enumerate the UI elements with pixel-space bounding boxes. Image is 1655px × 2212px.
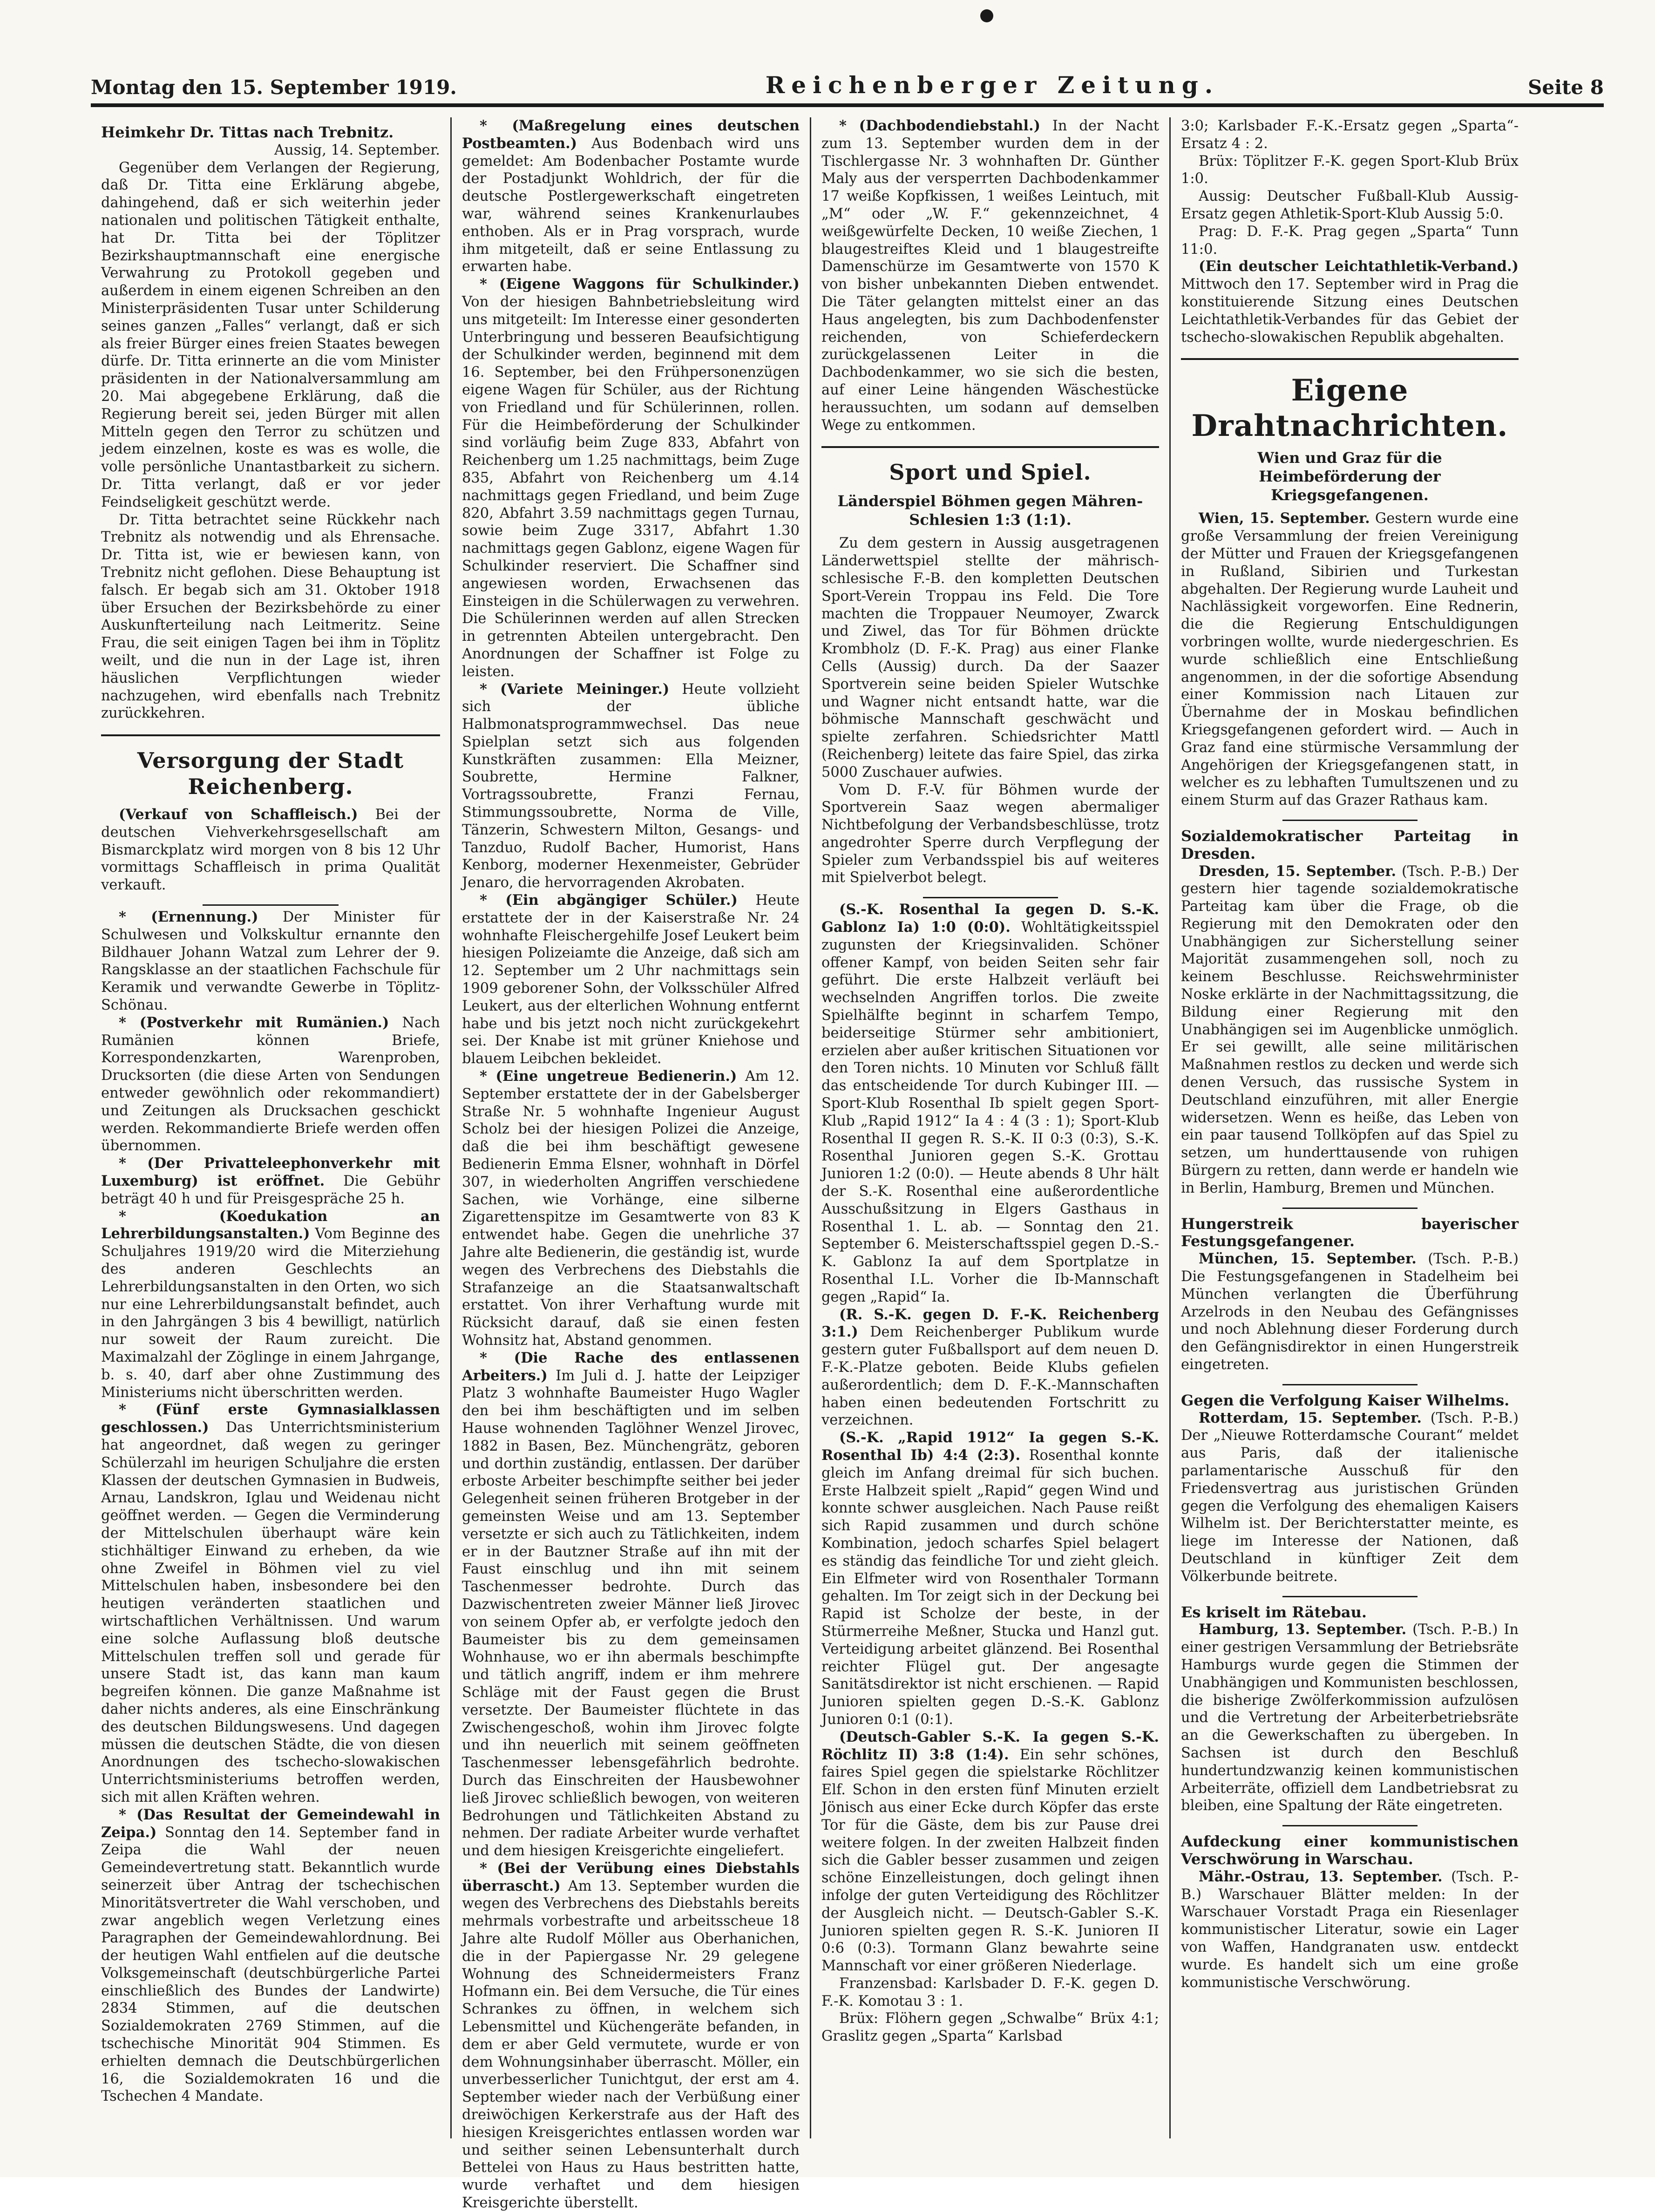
news-item bbox=[101, 1014, 440, 1155]
item-text: Die Gebühr beträgt 40 h und für Preisgespräche 25 h. bbox=[101, 1173, 440, 1207]
sub-heading: Wien und Graz für die Heimbeförderung der Kriegsgefangenen. bbox=[1257, 449, 1442, 504]
wire-text: In einer gestrigen Versammlung der Betriebsräte Hamburgs wurde gegen die Stimmen der Unabhängigen und Kommunisten beschlossen, die bisherige Zwölferkommission aufzulösen und die Vertretung der Arbeiterbetriebsräte an die Gewerkschaften zu übergeben. In Sachsen ist durch den Beschluß hundertundzwanzig keinen kommunistischen Arbeiterräte, offiziell dem Landbetriebsrat zu bleiben, eine Spaltung der Räte eingetreten. bbox=[1181, 1622, 1519, 1814]
dateline: Aussig, 14. September. bbox=[274, 142, 440, 158]
article-title: Gegen die Verfolgung Kaiser Wilhelms. bbox=[1181, 1391, 1510, 1409]
item-text: Am 13. September wurden die wegen des Verbrechens des Diebstahls bereits mehrmals vorbestrafte und arbeitsscheue 18 Jahre alte Rudolf Möller aus Oberhanichen, die in der Papiergasse Nr. 29 gelegene Wohnung des Schneidermeisters Franz Hofmann ein. Bei dem Versuche, die Tür eines Schrankes zu öffnen, in welchem sich Lebensmittel und Küchengeräte befanden, in dem er aber Geld vermutete, wurde er von dem Wohnungsinhaber überrascht. Möller, ein unverbesserlicher Tunichtgut, der erst am 4. September wieder nach der Verbüßung einer dreiwöchigen Kerkerstrafe aus der Haft des hiesigen Kreisgerichtes entlassen worden war und seither seinen Lebensunterhalt durch Bettelei von Haus zu Haus bestritten hatte, wurde verhaftet und dem hiesigen Kreisgerichte überstellt. bbox=[462, 1878, 800, 2212]
item-text: Das Unterrichtsministerium hat angeordnet, daß wegen zu geringer Schülerzahl im heurigen Schuljahre die ersten Klassen der deutschen Gymnasien in Budweis, Arnau, Landskron, Iglau und Weidenau nicht geöffnet werden. — Gegen die Verminderung der Mittelschulen überhaupt wäre kein stichhältiger Einwand zu erheben, da wie ohne Zweifel in Böhmen viel zu viel Mittelschulen haben, insbesondere bei den heutigen veränderten staatlichen und wirtschaftlichen Verhältnissen. Und warum eine solche Auflassung bloß deutsche Mittelschulen treffen soll und gerade für unsere Stadt ist, das kann man kaum begreifen können. Die ganze Maßnahme ist daher nichts anderes, als eine Einschränkung des deutschen Bildungswesens. Und dagegen müssen die deutschen Städte, die von diesen Anordnungen des tschecho-slowakischen Unterrichtsministeriums betroffen werden, sich mit allen Kräften wehren. bbox=[101, 1419, 440, 1805]
wire-text: Gestern wurde eine große Versammlung der freien Vereinigung der Mütter und Frauen der Kriegsgefangenen in Rußland, Sibirien und Turkestan abgehalten. Der Regierung wurde Lauheit und Nachlässigkeit vorgeworfen. Eine Rednerin, die die Regierung Entschuldigungen vorbringen wollte, wurde niedergeschrien. Es wurde schließlich eine Entschließung angenommen, in der die sofortige Absendung einer Kommission nach Litauen zur Übernahme der in Moskau befindlichen Kriegsgefangenen gefordert wird. — Auch in Graz fand eine stürmische Versammlung der Angehörigen der Kriegsgefangenen statt, in welcher es zu lebhaften Tumultszenen und zu einem Sturm auf das Grazer Rathaus kam. bbox=[1181, 510, 1519, 809]
match-result: Brüx: Töplitzer F.-K. gegen Sport-Klub Brüx 1:0. bbox=[1181, 153, 1519, 187]
match-report bbox=[821, 1429, 1159, 1729]
item-text: Vom Beginne des Schuljahres 1919/20 wird die Miterziehung des anderen Geschlechts an Lehrerbildungsanstalten in den Orten, wo sich nur eine Lehrerbildungsanstalt befindet, auch in den Jahrgängen 3 bis 4 bewilligt, natürlich nur soweit der Raum zureicht. Die Maximalzahl der Zöglinge in einem Jahrgange, b. s. 40, darf aber ohne Zustimmung des Ministeriums nicht überschritten werden. bbox=[101, 1226, 440, 1401]
article-title: Heimkehr Dr. Tittas nach Trebnitz. bbox=[101, 123, 394, 141]
match-report bbox=[821, 1729, 1159, 1975]
section-heading: Versorgung der Stadt Reichenberg. bbox=[137, 748, 404, 800]
divider bbox=[923, 897, 1058, 898]
item-lead: * (Der Privatteleephonverkehr mit Luxemburg) ist eröffnet. bbox=[101, 1155, 440, 1190]
wire-report bbox=[1181, 1410, 1519, 1586]
dateline: Mähr.-Ostrau, 13. September. bbox=[1199, 1868, 1443, 1885]
item-lead: * (Die Rache des entlassenen Arbeiters.) bbox=[462, 1349, 800, 1384]
column-2 bbox=[450, 117, 810, 2212]
ink-dot bbox=[980, 9, 993, 22]
match-result: Franzensbad: Karlsbader D. F.-K. gegen D. F.-K. Komotau 3 : 1. bbox=[821, 1975, 1159, 2009]
wire-report bbox=[1181, 1868, 1519, 1992]
text-columns bbox=[91, 117, 1604, 2212]
match-result: Aussig: Deutscher Fußball-Klub Aussig-Ersatz gegen Athletik-Sport-Klub Aussig 5:0. bbox=[1181, 188, 1519, 222]
item-lead: * (Koedukation an Lehrerbildungsanstalten.) bbox=[101, 1208, 440, 1242]
article-title: Sozialdemokratischer Parteitag in Dresden. bbox=[1181, 827, 1519, 862]
wire-text: Der „Nieuwe Rotterdamsche Courant“ meldet aus Paris, daß der italienische parlamentarische Ausschuß für den Friedensvertrag aus juristischen Gründen gegen die Verfolgung des ehemaligen Kaisers Wilhelm ist. Der Berichterstatter meinte, es liege im Interesse der Nationen, daß Deutschland in künftiger Zeit dem Völkerbunde beitrete. bbox=[1181, 1427, 1519, 1585]
match-report bbox=[821, 901, 1159, 1306]
page-number: Seite 8 bbox=[1528, 76, 1604, 99]
item-lead: * (Variete Meininger.) bbox=[480, 680, 670, 698]
news-item bbox=[101, 1208, 440, 1402]
wire-source: (Tsch. P.-B.) bbox=[1430, 1410, 1519, 1426]
running-header bbox=[91, 70, 1604, 107]
item-lead: * (Postverkehr mit Rumänien.) bbox=[119, 1014, 389, 1031]
dateline: Wien, 15. September. bbox=[1199, 510, 1370, 527]
news-item bbox=[1181, 258, 1519, 346]
match-text: Rosenthal konnte gleich im Anfang dreimal für sich buchen. Erste Halbzeit spielt „Rapid“ gegen Wind und konnte schwer ausgleichen. Nach Pause reißt sich Rapid zusammen und durch schöne Kombination, jedoch scharfes Spiel belagert es ständig das feindliche Tor und zieht gleich. Ein Elfmeter wird von Rosenthaler Tormann gehalten. Im Tor zeigt sich in der Deckung bei Rapid ist Scholze der beste, in der Stürmerreihe Meßner, Stucka und Hanzl gut. Verteidigung arbeitet glänzend. Bei Rosenthal reichter Flügel gut. Der angesagte Sanitätsdirektor ist nicht erschienen. — Rapid Junioren spielten gegen D.-S.-K. Gablonz Junioren 0:1 (0:1). bbox=[821, 1447, 1159, 1728]
item-lead: * (Bei der Verübung eines Diebstahls überrascht.) bbox=[462, 1859, 800, 1894]
wire-text: Der gestern hier tagende sozialdemokratische Parteitag kam über die Frage, ob die Regierung mit den Demokraten oder den Unabhängigen zur Sicherstellung seiner Majorität zusammengehen soll, noch zu keinem Beschlusse. Reichswehrminister Noske erklärte in der Nachmittagssitzung, die Bildung einer Regierung mit den Unabhängigen sei im Augenblicke unmöglich. Er sei gewillt, alle seine militärischen Maßnahmen restlos zu decken und werde sich denen Versuch, das russische System in Deutschland einzuführen, mit aller Energie widersetzen. Wenn es heiße, das Leben von ein paar tausend Tollköpfen auf das Spiel zu setzen, um hunderttausende von ruhigen Bürgern zu retten, dann werde er handeln wie in Berlin, Hamburg, Bremen und München. bbox=[1181, 863, 1519, 1196]
item-lead: * (Eine ungetreue Bedienerin.) bbox=[480, 1068, 737, 1085]
article-title: Es kriselt im Rätebau. bbox=[1181, 1603, 1367, 1621]
wire-report bbox=[1181, 1250, 1519, 1374]
wire-text: Die Festungsgefangenen in Stadelheim bei München verlangten die Überführung Arzelrods in den Neubau des Gefängnisses und noch Ablehnung dieser Forderung durch den Gefängnisdirektor in einen Hungerstreik eingetreten. bbox=[1181, 1269, 1519, 1373]
wire-report bbox=[1181, 863, 1519, 1197]
divider bbox=[203, 904, 338, 906]
item-lead: * (Fünf erste Gymnasialklassen geschlossen.) bbox=[101, 1401, 440, 1436]
match-lead: (R. S.-K. gegen D. F.-K. Reichenberg 3:1.) bbox=[821, 1306, 1159, 1341]
news-item bbox=[101, 909, 440, 1014]
item-text: Nach Rumänien können Briefe, Korrespondenzkarten, Warenproben, Drucksorten (die diese Arten von Sendungen entweder gewöhnlich oder rekommandiert) und Zeitungen als Drucksachen geschickt werden. Rekommandierte Briefe werden offen übernommen. bbox=[101, 1014, 441, 1154]
match-lead: (Deutsch-Gabler S.-K. Ia gegen S.-K. Röchlitz II) 3:8 (1:4). bbox=[821, 1728, 1159, 1763]
match-text: Ein sehr schönes, faires Spiel gegen die spielstarke Röchlitzer Elf. Schon in den ersten fünf Minuten erzielt Jönisch aus einer Ecke durch Köpfer das erste Tor für die Gäste, dem bis zur Pause drei weitere folgen. In der zweiten Halbzeit finden sich die Gabler besser zusammen und zeigen schöne Einzelleistungen, doch gelingt ihnen infolge der guten Verteidigung des Röchlitzer der Ausgleich nicht. — Deutsch-Gabler S.-K. Junioren spielten gegen R. S.-K. Junioren II 0:6 (0:3). Tormann Glanz bewahrte seine Mannschaft vor einer größeren Niederlage. bbox=[821, 1746, 1159, 1975]
item-lead: * (Ernennung.) bbox=[119, 909, 258, 926]
dateline: München, 15. September. bbox=[1199, 1250, 1417, 1268]
wire-source: (Tsch. P.-B.) bbox=[1181, 1868, 1519, 1903]
column-1 bbox=[91, 117, 450, 2138]
news-item bbox=[101, 1155, 440, 1208]
header-date: Montag den 15. September 1919. bbox=[91, 76, 457, 99]
item-text: Aus Bodenbach wird uns gemeldet: Am Bodenbacher Postamte wurde der Postadjunkt Wohldrich, der für die deutsche Postlergewerkschaft eingetreten war, während seines Krankenurlaubes enthoben. Als er in Prag vorsprach, wurde ihm mitgeteilt, daß er seine Entlassung zu erwarten habe. bbox=[462, 135, 800, 275]
item-text: Am 12. September erstattete der in der Gabelsberger Straße Nr. 5 wohnhafte Ingenieur August Scholz bei der hiesigen Polizei die Anzeige, daß die bei ihm beschäftigt gewesene Bedienerin Emma Elsner, wohnhaft in Dörfel 307, in wiederholten Angriffen verschiedene Sachen, wie Vorhänge, eine silberne Zigarettenspitze im Gesamtwerte von 83 K entwendet habe. Gegen die unehrliche 37 Jahre alte Bedienerin, die geständig ist, wurde wegen des Verbrechens des Diebstahls die Strafanzeige an die Staatsanwaltschaft erstattet. Von ihrer Verhaftung wurde mit Rücksicht darauf, daß sie einen festen Wohnsitz hat, Abstand genommen. bbox=[462, 1068, 800, 1349]
match-report bbox=[821, 1306, 1159, 1430]
column-4 bbox=[1169, 117, 1529, 2138]
divider bbox=[1282, 1384, 1418, 1385]
news-item bbox=[101, 1806, 440, 2106]
section-heading: Eigene Drahtnachrichten. bbox=[1191, 373, 1508, 444]
article-paragraph: Gegenüber dem Verlangen der Regierung, daß Dr. Titta eine Erklärung abgebe, dahingehend, daß er sich weiterhin jeder nationalen und politischen Tätigkeit enthalte, hat Dr. Titta bei der Töplitzer Bezirkshauptmannschaft eine energische Verwahrung zu Protokoll gegeben und außerdem in einem eigenen Schreiben an den Ministerpräsidenten Tusar unter Schilderung seines ganzen „Falles“ verlangt, daß er sich als freier Bürger eines freien Staates bewegen dürfe. Dr. Titta erinnerte an die vom Minister präsidenten in der Nationalversammlung am 20. Mai abgegebene Erklärung, daß die Regierung bereit sei, jeden Bürger mit allen Mitteln gegen den Terror zu schützen und jedem einzelnen, koste es was es wolle, die volle persönliche Unantastbarkeit zu sichern. Dr. Titta verlangt, daß er vor jeder Feindseligkeit geschützt werde. bbox=[101, 159, 440, 510]
match-text: Dem Reichenberger Publikum wurde gestern guter Fußballsport auf dem neuen D. F.-K.-Platze geboten. Beide Klubs gefielen außerordentlich; dem D. F.-K.-Mannschaften haben einen bedeutenden Fortschritt zu verzeichnen. bbox=[821, 1324, 1159, 1429]
match-lead: (S.-K. Rosenthal Ia gegen D. S.-K. Gablonz Ia) 1:0 (0:0). bbox=[821, 901, 1159, 936]
news-item bbox=[462, 1068, 800, 1350]
match-result: Prag: D. F.-K. Prag gegen „Sparta“ Tunn 11:0. bbox=[1181, 223, 1519, 258]
item-text: Heute erstattete der in der Kaiserstraße Nr. 24 wohnhafte Fleischergehilfe Josef Leukert beim hiesigen Polizeiamte die Anzeige, daß sich am 12. September um 2 Uhr nachmittags sein 1909 geborener Sohn, der Volksschüler Alfred Leukert, aus der elterlichen Wohnung entfernt habe und bis jetzt noch nicht zurückgekehrt sei. Der Knabe ist mit grüner Kniehose und blauem Leibchen bekleidet. bbox=[462, 892, 800, 1067]
item-lead: * (Ein abgängiger Schüler.) bbox=[480, 892, 738, 909]
item-text: Der Minister für Schulwesen und Volkskultur ernannte den Bildhauer Johann Watzal zum Lehrer der 9. Rangsklasse an der staatlichen Fachschule für Keramik und verwandte Gewerbe in Töplitz-Schönau. bbox=[101, 909, 440, 1014]
news-item bbox=[462, 117, 800, 276]
section-rule bbox=[101, 734, 440, 736]
dateline: Hamburg, 13. September. bbox=[1199, 1621, 1407, 1638]
article-title: Hungerstreik bayerischer Festungsgefangener. bbox=[1181, 1215, 1519, 1250]
article-title: Aufdeckung einer kommunistischen Verschwörung in Warschau. bbox=[1181, 1832, 1519, 1868]
sport-report: Zu dem gestern in Aussig ausgetragenen Länderwettspiel stellte der mährisch-schlesische F.-B. den kompletten Deutschen Sport-Verein Troppau ins Feld. Die Tore machten die Troppauer Neumoyer, Zwarck und Ziwel, das Tor für Böhmen drückte Krombholz (D. F.-K. Prag) aus einer Flanke Cells (Aussig) durch. Da der Saazer Sportverein seine beiden Spieler Wutschke und Wagner nicht entsandt hatte, war die böhmische Mannschaft geschwächt und spielte zerfahren. Schiedsrichter Mattl (Reichenberg) leitete das faire Spiel, das zirka 5000 Zuschauer aufwies. bbox=[821, 535, 1159, 780]
match-result: 3:0; Karlsbader F.-K.-Ersatz gegen „Sparta“-Ersatz 4 : 2. bbox=[1181, 118, 1519, 152]
news-item bbox=[101, 806, 440, 894]
match-result: Brüx: Flöhern gegen „Schwalbe“ Brüx 4:1; Graslitz gegen „Sparta“ Karlsbad bbox=[821, 2010, 1159, 2045]
divider bbox=[1282, 1208, 1418, 1209]
news-item bbox=[821, 117, 1159, 434]
item-lead: * (Maßregelung eines deutschen Postbeamten.) bbox=[462, 117, 800, 152]
item-lead: * (Das Resultat der Gemeindewahl in Zeipa.) bbox=[101, 1806, 440, 1841]
item-lead: (Ein deutscher Leichtathletik-Verband.) bbox=[1199, 258, 1519, 275]
section-heading: Sport und Spiel. bbox=[889, 460, 1092, 485]
news-item bbox=[462, 1350, 800, 1860]
article-paragraph: Dr. Titta betrachtet seine Rückkehr nach Trebnitz als notwendig und als Ehrensache. Dr. Titta ist, wie er bewiesen kann, von Trebnitz nicht geflohen. Diese Behauptung ist falsch. Er begab sich am 31. Oktober 1918 über Ersuchen der Bezirksbehörde zu einer Auskunfterteilung nach Leitmeritz. Seine Frau, die seit einigen Tagen bei ihm in Töplitz weilt, und die nun in der Lage ist, ihren häuslichen Verpflichtungen wieder nachzugehen, wird ebenfalls nach Trebnitz zurückkehren. bbox=[101, 511, 440, 722]
dateline: Rotterdam, 15. September. bbox=[1199, 1409, 1422, 1426]
item-text: Bei der deutschen Viehverkehrsgesellschaft am Bismarckplatz wird morgen von 8 bis 12 Uhr vormittags Schaffleisch in prima Qualität verkauft. bbox=[101, 807, 440, 894]
dateline: Dresden, 15. September. bbox=[1199, 862, 1397, 880]
wire-text: Warschauer Blätter melden: In der Warschauer Vorstadt Praga ein Riesenlager kommunistischer Literatur, sowie ein Lager von Waffen, Handgranaten usw. entdeckt wurde. Es handelt sich um eine große kommunistische Verschwörung. bbox=[1181, 1886, 1519, 1991]
wire-report bbox=[1181, 1621, 1519, 1815]
masthead-title: Reichenberger Zeitung. bbox=[765, 71, 1220, 99]
match-text: Wohltätigkeitsspiel zugunsten der Kriegsinvaliden. Schöner offener Kampf, von beiden Seiten sehr fair geführt. Die erste Halbzeit verläuft bei wechselnden Angriffen torlos. Die zweite Spielhälfte beginnt in scharfem Tempo, beiderseitige Stürmer sehr ambitioniert, erzielen aber außer kritischen Situationen vor den Toren nichts. 10 Minuten vor Schluß fällt das entscheidende Tor durch Kubinger III. — Sport-Klub Rosenthal Ib spielt gegen Sport-Klub „Rapid 1912“ Ia 4 : 4 (3 : 1); Sport-Klub Rosenthal II gegen R. S.-K. II 0:3 (0:3), S.-K. Rosenthal Junioren gegen S.-K. Grottau Junioren 1:2 (0:0). — Heute abends 8 Uhr hält der S.-K. Rosenthal eine außerordentliche Ausschußsitzung in Elgers Gasthaus in Rosenthal 1. L. ab. — Sonntag den 21. September 6. Meisterschaftsspiel gegen D.-S.-K. Gablonz Ia auf dem Sportplatze in Rosenthal I.L. Vorher die Ib-Mannschaft gegen „Rapid“ Ia. bbox=[821, 919, 1159, 1305]
news-item bbox=[462, 892, 800, 1068]
section-rule bbox=[1181, 358, 1519, 360]
item-lead: * (Eigene Waggons für Schulkinder.) bbox=[480, 276, 800, 293]
divider bbox=[1282, 1825, 1418, 1826]
news-item bbox=[101, 1401, 440, 1806]
item-lead: (Verkauf von Schaffleisch.) bbox=[119, 806, 358, 823]
news-item bbox=[462, 681, 800, 892]
column-3 bbox=[810, 117, 1169, 2138]
item-text: Heute vollzieht sich der übliche Halbmonatsprogrammwechsel. Das neue Spielplan setzt sich aus folgenden Kunstkräften zusammen: Ella Meizner, Soubrette, Hermine Falkner, Vortragssoubrette, Franzi Fernau, Stimmungssoubrette, Norma de Ville, Tänzerin, Schwestern Milton, Gesangs- und Tanzduo, Rudolf Bacher, Humorist, Hans Kenborg, moderner Hexenmeister, Gebrüder Jenaro, die hervorragenden Akrobaten. bbox=[462, 681, 800, 891]
news-item bbox=[462, 1860, 800, 2212]
item-text: Sonntag den 14. September fand in Zeipa die Wahl der neuen Gemeindevertretung statt. Bekanntlich wurde seinerzeit über Antrag der tschechischen Minoritätsvertreter die Wahl verschoben, und zwar angeblich wegen Verletzung eines Paragraphen der Gemeindewahlordnung. Bei der heutigen Wahl entfielen auf die deutsche Volksgemeinschaft (deutschbürgerliche Partei einschließlich des Bundes der Landwirte) 2834 Stimmen, auf die deutschen Sozialdemokraten 2769 Stimmen, auf die tschechische Minorität 904 Stimmen. Es erhielten demnach die Deutschbürgerlichen 16, die Sozialdemokraten 16 und die Tschechen 4 Mandate. bbox=[101, 1824, 440, 2105]
match-lead: (S.-K. „Rapid 1912“ Ia gegen S.-K. Rosenthal Ib) 4:4 (2:3). bbox=[821, 1429, 1159, 1464]
sub-heading: Länderspiel Böhmen gegen Mähren-Schlesien 1:3 (1:1). bbox=[837, 492, 1143, 529]
sport-report: Vom D. F.-V. für Böhmen wurde der Sportverein Saaz wegen abermaliger Nichtbefolgung der Verbandsbeschlüsse, trotz angedrohter Sperre durch Verpflegung der Spieler zum Verbandsspiel bis auf weiteres mit Spielverbot belegt. bbox=[821, 781, 1159, 886]
divider bbox=[1282, 820, 1418, 821]
wire-source: (Tsch. P.-B.) bbox=[1428, 1251, 1519, 1268]
item-text: Von der hiesigen Bahnbetriebsleitung wird uns mitgeteilt: Im Interesse einer gesonderten Unterbringung und besseren Beaufsichtigung der Schulkinder werden, beginnend mit dem 16. September, bei den Frühpersonenzügen eigene Wagen für Schüler, aus der Richtung von Friedland und für Schülerinnen, rollen. Für die Heimbeförderung der Schulkinder sind vorläufig beim Zuge 833, Abfahrt von Reichenberg um 1.25 nachmittags, beim Zuge 835, Abfahrt von Reichenberg um 4.14 nachmittags gegen Friedland, und beim Zuge 820, Abfahrt 3.59 nachmittags gegen Turnau, sowie beim Zuge 3317, Abfahrt 1.30 nachmittags gegen Gablonz, eigene Wagen für Schulkinder reserviert. Die Schaffner sind angewiesen worden, Erwachsenen das Einsteigen in die Schülerwagen zu verwehren. Die Schülerinnen werden auf allen Strecken in getrennten Abteilen untergebracht. Den Anordnungen der Schaffner ist Folge zu leisten. bbox=[462, 293, 800, 680]
section-rule bbox=[821, 446, 1159, 448]
wire-source: (Tsch. P.-B.) bbox=[1401, 863, 1487, 880]
item-text: In der Nacht zum 13. September wurden dem in der Tischlergasse Nr. 3 wohnhaften Dr. Günther Maly aus der versperrten Dachbodenkammer 17 weiße Kopfkissen, 1 weißes Leintuch, mit „M“ oder „W. F.“ gekennzeichnet, 4 weißgewürfelte Decken, 10 weiße Ziechen, 1 blaugestreiftes Kleid und 1 blaugestreifte Damenschürze im Gesamtwerte von 1570 K von bisher unbekannten Dieben entwendet. Die Täter gelangten mittelst einer an das Haus angelegten, bis zum Dachbodenfenster reichenden, von Schieferdeckern zurückgelassenen Leiter in die Dachbodenkammer, wo sie sich die besten, auf einer Leine hängenden Wäschestücke heraussuchten, um sodann auf demselben Wege zu entkommen. bbox=[821, 118, 1159, 434]
item-text: Mittwoch den 17. September wird in Prag die konstituierende Sitzung eines Deutschen Leichtathletik-Verbandes für das Gebiet der tschecho-slowakischen Republik abgehalten. bbox=[1181, 276, 1519, 346]
wire-source: (Tsch. P.-B.) bbox=[1412, 1622, 1498, 1638]
wire-report bbox=[1181, 510, 1519, 809]
item-lead: * (Dachbodendiebstahl.) bbox=[839, 117, 1041, 134]
divider bbox=[1282, 1596, 1418, 1597]
news-item bbox=[462, 276, 800, 680]
item-text: Im Juli d. J. hatte der Leipziger Platz 3 wohnhafte Baumeister Hugo Wagler den bei ihm beschäftigten und im selben Hause wohnenden Taglöhner Wenzel Jirovec, 1882 in Basen, Bez. Münchengrätz, geboren und dorthin zuständig, entlassen. Der darüber erboste Arbeiter beschimpfte seither bei jeder Gelegenheit seinen früheren Brotgeber in der gemeinsten Weise und am 13. September versetzte er sich auch zu Tätlichkeiten, indem er in der Bautzner Straße auf ihn mit der Faust einschlug und ihn mit seinem Taschenmesser bedrohte. Durch das Dazwischentreten zweier Männer ließ Jirovec von seinem Opfer ab, er verfolgte jedoch den Baumeister bis zu dem gemeinsamen Wohnhause, wo er ihn abermals beschimpfte und tätlich angriff, indem er ihm mehrere Schläge mit der Faust gegen die Brust versetzte. Der Baumeister flüchtete in das Zwischengeschoß, wohin ihm Jirovec folgte und ihn neuerlich mit seinem geöffneten Taschenmesser lebensgefährlich bedrohte. Durch das Einschreiten der Hausbewohner ließ Jirovec schließlich bewogen, von weiteren Bedrohungen und Tätlichkeiten Abstand zu nehmen. Der radiate Arbeiter wurde verhaftet und dem hiesigen Kreisgerichte eingeliefert. bbox=[462, 1367, 800, 1859]
